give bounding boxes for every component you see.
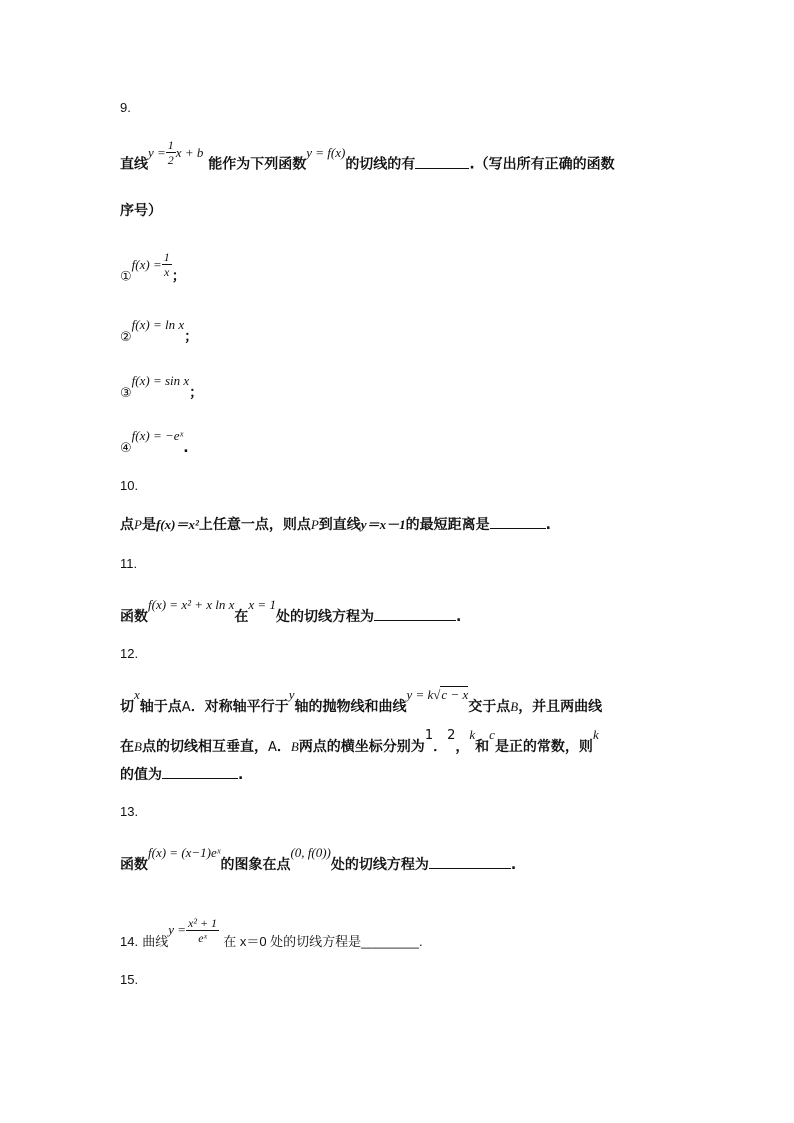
q14-lead: 曲线 (142, 935, 169, 950)
q9-tail2: 序号） (120, 203, 162, 219)
q12-answer-blank[interactable] (162, 766, 238, 779)
q12-y: y (288, 687, 295, 702)
q12-k2: k (592, 727, 599, 742)
q12-b5: ． (433, 739, 448, 755)
q9-option-1-lhs: f(x) = (131, 256, 162, 272)
q12-A: A (181, 700, 191, 715)
q10-fx: f(x)＝x² (155, 517, 199, 532)
q9-option-3-mark: ③ (120, 386, 132, 401)
question-12-number: 12. (120, 646, 139, 661)
q11-mid: 在 (234, 609, 249, 625)
q14-y: y = (168, 922, 187, 937)
q9-option-3-end: ； (189, 385, 204, 401)
question-9-stem (120, 138, 615, 179)
q9-func-eq: y = f(x) (306, 144, 346, 160)
q12-B3: B (290, 739, 299, 754)
q9-option-4-end: . (183, 440, 189, 456)
q12-a2: 轴于点 (139, 699, 182, 715)
question-10-stem (120, 514, 551, 534)
q11-answer-blank[interactable] (374, 608, 456, 621)
sqrt-icon: √ (433, 687, 441, 702)
q13-lead: 函数 (120, 857, 148, 873)
question-12-stem-line-3 (120, 764, 243, 784)
q10-text-d: 到直线 (318, 517, 361, 533)
q13-end: . (510, 857, 517, 873)
q10-p1: P (134, 517, 142, 532)
q9-line-fraction (166, 138, 176, 167)
q12-a5: 交于点 (468, 699, 511, 715)
q10-text-b: 是 (141, 517, 156, 533)
q12-c1: 的值为 (120, 767, 162, 783)
q9-line-den: 2 (167, 153, 174, 167)
q12-B2: B (134, 739, 142, 754)
q12-b7: 和 (475, 739, 490, 755)
q10-p2: P (310, 517, 319, 532)
q9-option-3-expr: f(x) = sin x (131, 373, 190, 388)
q10-text-a: 点 (120, 517, 134, 533)
q12-B: B (510, 699, 519, 714)
q12-x: x (134, 687, 140, 702)
q14-num: x² + 1 (188, 916, 218, 930)
q9-after: 的切线的有 (345, 156, 416, 173)
q9-line-eq-y: y = (148, 144, 166, 160)
q9-option-2 (120, 317, 199, 346)
q9-option-4-mark: ④ (120, 441, 132, 456)
question-12-stem-line-1 (120, 687, 603, 716)
q12-b8: 是正的常数，则 (494, 739, 593, 755)
q13-mid: 的图象在点 (220, 857, 291, 873)
q10-text-e: 的最短距离是 (405, 517, 490, 533)
q9-option-1-num: 1 (163, 250, 170, 264)
q12-curve-lhs-text: y = k (406, 687, 434, 702)
q12-a1: 切 (120, 699, 134, 715)
q9-option-4-expr: f(x) = −eˣ (131, 428, 184, 443)
q12-end: . (238, 767, 244, 783)
q12-c: c (489, 727, 495, 742)
q14-den: eˣ (198, 931, 207, 945)
q13-func: f(x) = (x−1)eˣ (148, 845, 221, 860)
q11-point: x = 1 (248, 597, 276, 612)
q10-end: . (545, 517, 551, 533)
q10-answer-blank[interactable] (490, 516, 546, 529)
q9-option-1-end: ； (171, 268, 186, 285)
q12-b3: ． (276, 739, 291, 755)
q9-line-eq-tail: x + b (175, 144, 204, 160)
q14-fraction (186, 916, 219, 945)
question-14-number: 14. (120, 934, 139, 949)
q9-line-num: 1 (167, 138, 174, 152)
q12-b1: 在 (120, 739, 134, 755)
question-11-number: 11. (120, 556, 138, 571)
q9-option-1 (120, 250, 186, 291)
q14-text: 在 x＝0 处的切线方程是________. (223, 934, 423, 949)
q12-n1: 1 (424, 728, 434, 743)
question-10-number: 10. (120, 478, 139, 493)
q9-option-2-end: ； (184, 329, 199, 345)
q12-b4: 两点的横坐标分别为 (298, 739, 425, 755)
q9-option-3 (120, 373, 204, 402)
question-14 (120, 916, 423, 957)
question-15-number: 15. (120, 972, 139, 987)
q12-b2: 点的切线相互垂直， (141, 739, 268, 755)
q9-option-4 (120, 428, 189, 456)
q12-curve-lhs (406, 687, 468, 702)
q13-point: (0, f(0)) (290, 845, 331, 860)
question-13-number: 13. (120, 804, 139, 819)
q9-lead: 直线 (120, 156, 148, 173)
q12-b6: ， (455, 739, 470, 755)
q12-curve-rad: c − x (441, 687, 469, 702)
q13-after: 处的切线方程为 (330, 857, 429, 873)
q9-mid: 能作为下列函数 (208, 156, 307, 173)
q12-k: k (469, 727, 476, 742)
question-11-stem (120, 597, 462, 626)
q12-a4: 轴的抛物线和曲线 (294, 699, 407, 715)
q9-option-2-expr: f(x) = ln x (131, 317, 185, 332)
q9-tail: .（写出所有正确的函数 (469, 156, 615, 173)
q11-lead: 函数 (120, 609, 148, 625)
q9-option-1-mark: ① (120, 269, 132, 285)
q12-a3: ．对称轴平行于 (190, 699, 289, 715)
q10-line: y＝x－1 (360, 517, 406, 532)
q9-option-1-fraction (162, 250, 172, 279)
q12-n2: 2 (447, 728, 456, 743)
q12-a6: ，并且两曲线 (518, 699, 603, 715)
question-13-stem (120, 845, 517, 874)
q11-end: . (455, 609, 462, 625)
question-12-stem-line-2 (120, 727, 599, 756)
q9-option-1-den: x (164, 265, 170, 279)
q11-func: f(x) = x² + x ln x (148, 597, 235, 612)
q12-A2: A (267, 740, 277, 755)
q9-option-2-mark: ② (120, 330, 132, 345)
question-9-number: 9. (120, 100, 131, 115)
q9-answer-blank[interactable] (415, 156, 469, 169)
q13-answer-blank[interactable] (429, 856, 511, 869)
q10-text-c: 上任意一点，则点 (198, 517, 311, 533)
q11-after: 处的切线方程为 (275, 609, 374, 625)
